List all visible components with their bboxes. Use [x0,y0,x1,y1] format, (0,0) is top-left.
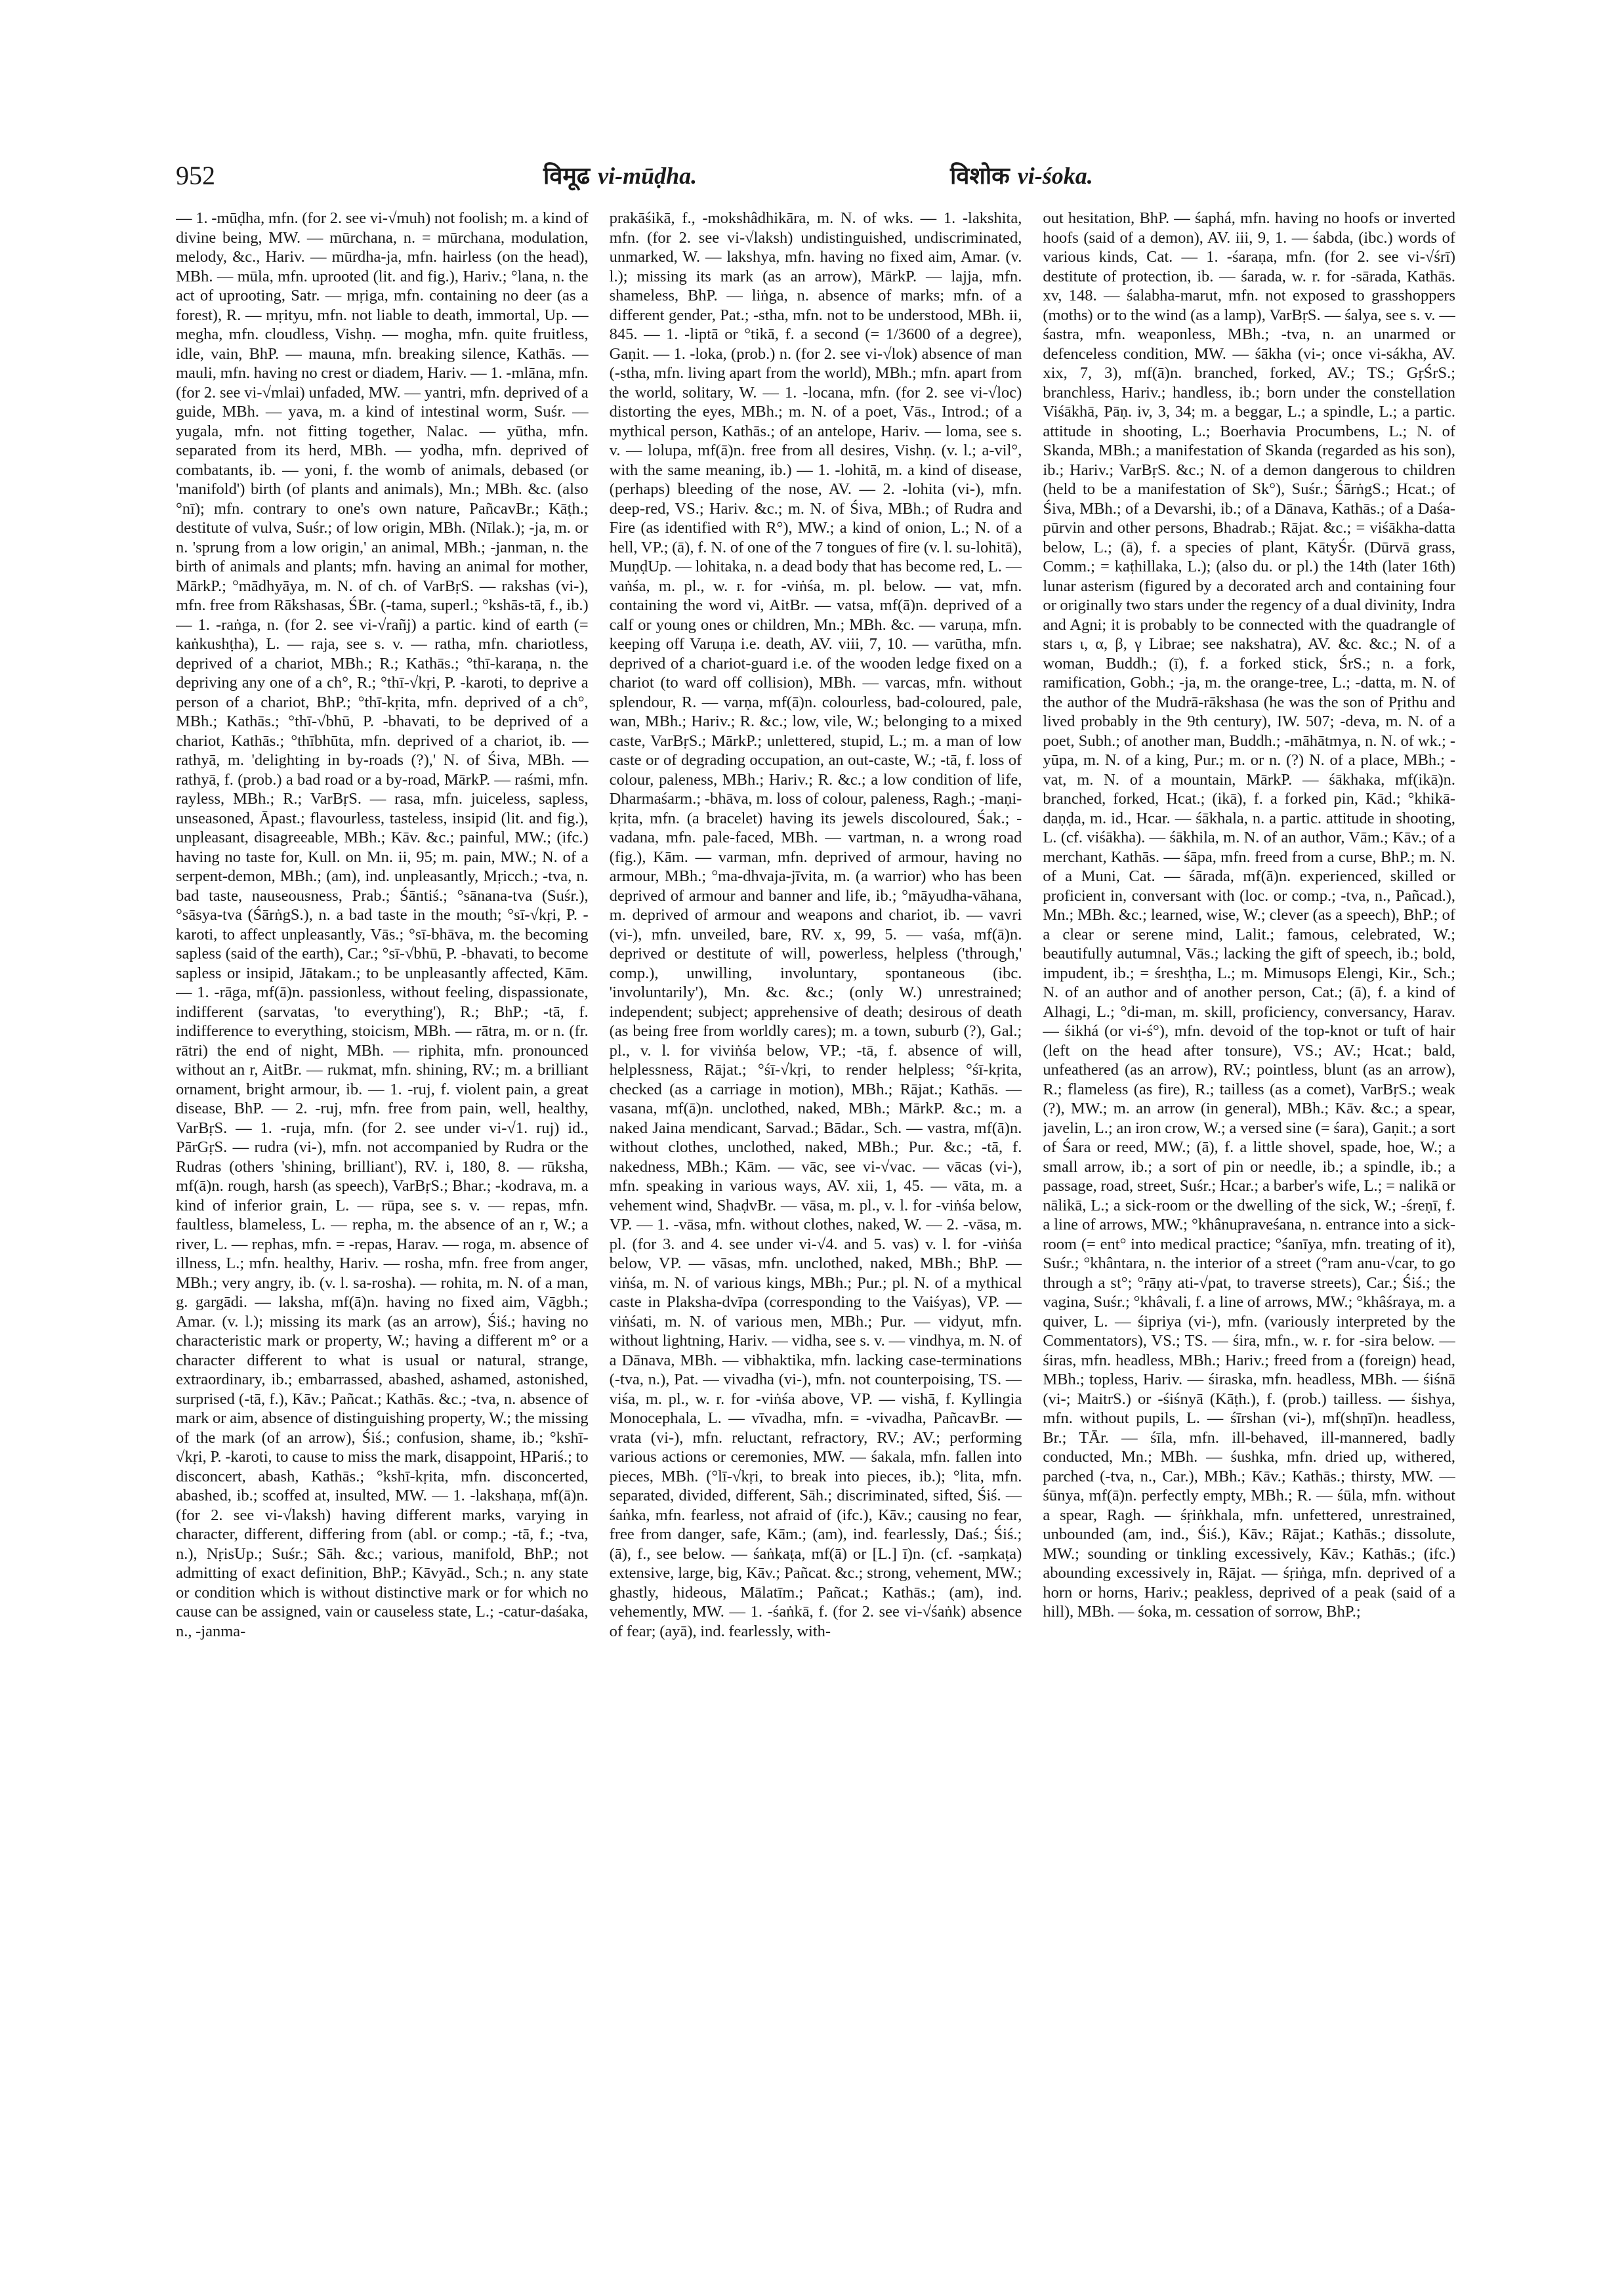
text-columns [176,209,1455,2243]
running-head-left [543,156,697,196]
column-middle-text: prakāśikā, f., -mokshâdhikāra, m. N. of wks. — 1. -lakshita, mfn. (for 2. see vi-√laksh) undistinguished, undiscriminated, unmarked, W. — lakshya, mfn. having no fixed aim, Amar. (v. l.); missing its mark (as an arrow), MārkP. — lajja, mfn. shameless, BhP. — liṅga, n. absence of marks; mfn. of a different gender, Pat.; -stha, mfn. not to be understood, MBh. ii, 845. — 1. -liptā or °tikā, f. a second (= 1/3600 of a degree), Gaṇit. — 1. -loka, (prob.) n. (for 2. see vi-√lok) absence of man (-stha, mfn. living apart from the world), MBh.; mfn. apart from the world, solitary, W. — 1. -locana, mfn. (for 2. see vi-√loc) distorting the eyes, MBh.; m. N. of a poet, Vās., Introd.; of a mythical person, Kathās.; of an antelope, Hariv. — loma, see s. v. — lolupa, mf(ā)n. free from all desires, Vishṇ. (v. l.; a-vil°, with the same meaning, ib.) — 1. -lohitā, m. a kind of disease, (perhaps) bleeding of the nose, AV. — 2. -lohita (vi-), mfn. deep-red, VS.; Hariv. &c.; m. N. of Śiva, MBh.; of Rudra and Fire (as identified with R°), MW.; a kind of onion, L.; N. of a hell, VP.; (ā), f. N. of one of the 7 tongues of fire (v. l. su-lohitā), MuṇḍUp. — lohitaka, n. a dead body that has become red, L. — vaṅśa, m. pl., w. r. for -viṅśa, m. pl. below. — vat, mfn. containing the word vi, AitBr. — vatsa, mf(ā)n. deprived of a calf or young ones or children, Mn.; MBh. &c. — varuṇa, mfn. keeping off Varuṇa i.e. death, AV. viii, 7, 10. — varūtha, mfn. deprived of a chariot-guard i.e. of the wooden ledge fixed on a chariot (to ward off collision), MBh. — varcas, mfn. without splendour, R. — varṇa, mf(ā)n. colourless, bad-coloured, pale, wan, MBh.; Hariv.; R. &c.; low, vile, W.; belonging to a mixed caste, VarBṛS.; MārkP.; unlettered, stupid, L.; m. a man of low caste or of degrading occupation, an out-caste, W.; -tā, f. loss of colour, paleness, MBh.; Hariv.; R. &c.; a low condition of life, Dharmaśarm.; -bhāva, m. loss of colour, paleness, Ragh.; -maṇi-kṛita, mfn. (a bracelet) having its jewels discoloured, Śak.; -vadana, mfn. pale-faced, MBh. — vartman, n. a wrong road (fig.), Kām. — varman, mfn. deprived of armour, having no armour, MBh.; °ma-dhvaja-jīvita, m. (a warrior) who has been deprived of armour and banner and life, ib.; °māyudha-vāhana, m. deprived of armour and weapons and chariot, ib. — vavri (vi-), mfn. unveiled, bare, RV. x, 99, 5. — vaśa, mf(ā)n. deprived or destitute of will, powerless, helpless ('through,' comp.), unwilling, involuntary, spontaneous (ibc. 'involuntarily'), Mn. &c. &c.; (only W.) unrestrained; independent; subject; apprehensive of death; desirous of death (as being free from worldly cares); m. a town, suburb (?), Gal.; pl., v. l. for viviṅśa below, VP.; -tā, f. absence of will, helplessness, Rājat.; °śī-√kṛi, to render helpless; °śī-kṛita, checked (as a carriage in motion), MBh.; Rājat.; Kathās. — vasana, mf(ā)n. unclothed, naked, MBh.; MārkP. &c.; m. a naked Jaina mendicant, Sarvad.; Bādar., Sch. — vastra, mf(ā)n. without clothes, unclothed, naked, MBh.; Pur. &c.; -tā, f. nakedness, MBh.; Kām. — vāc, see vi-√vac. — vācas (vi-), mfn. speaking in various ways, AV. xii, 1, 45. — vāta, m. a vehement wind, ShaḍvBr. — vāsa, m. pl., v. l. for -viṅśa below, VP. — 1. -vāsa, mfn. without clothes, naked, W. — 2. -vāsa, m. pl. (for 3. and 4. see under vi-√4. and 5. vas) v. l. for -viṅśa below, VP. — vāsas, mfn. unclothed, naked, MBh.; BhP. — viṅśa, m. N. of various kings, MBh.; Pur.; pl. N. of a mythical caste in Plaksha-dvīpa (corresponding to the Vaiśyas), VP. — viṅśati, m. N. of various men, MBh.; Pur. — vidyut, mfn. without lightning, Hariv. — vidha, see s. v. — vindhya, m. N. of a Dānava, MBh. — vibhaktika, mfn. lacking case-terminations (-tva, n.), Pat. — vivadha (vi-), mfn. not counterpoising, TS. — viśa, m. pl., w. r. for -viṅśa above, VP. — vishā, f. Kyllingia Monocephala, L. — vīvadha, mfn. = -vivadha, PañcavBr. — vrata (vi-), mfn. reluctant, refractory, RV.; AV.; performing various actions or ceremonies, MW. — śakala, mfn. fallen into pieces, MBh. (°lī-√kṛi, to break into pieces, ib.); °lita, mfn. separated, divided, different, Sāh.; discriminated, sifted, Śiś. — śaṅka, mfn. fearless, not afraid of (ifc.), Kāv.; causing no fear, free from danger, safe, Kām.; (am), ind. fearlessly, Daś.; Śiś.; (ā), f., see below. — śaṅkaṭa, mf(ā) or [L.] ī)n. (cf. -saṃkaṭa) extensive, large, big, Kāv.; Pañcat. &c.; strong, vehement, MW.; ghastly, hideous, Mālatīm.; Pañcat.; Kathās.; (am), ind. vehemently, MW. — 1. -śaṅkā, f. (for 2. see vi-√śaṅk) absence of fear; (ayā), ind. fearlessly, with- [609,209,1022,1640]
running-head-right-translit: vi-śoka. [1017,163,1093,189]
column-left [176,209,589,2229]
running-head-right [950,156,1093,196]
column-right [1043,209,1455,2229]
page-header [176,156,1449,196]
column-right-text: out hesitation, BhP. — śaphá, mfn. having no hoofs or inverted hoofs (said of a demon), AV. iii, 9, 1. — śabda, (ibc.) words of various kinds, Cat. — 1. -śaraṇa, mfn. (for 2. see vi-√śrī) destitute of protection, ib. — śarada, w. r. for -sārada, Kathās. xv, 148. — śalabha-marut, mfn. not exposed to grasshoppers (moths) or to the wind (as a lamp), VarBṛS. — śalya, see s. v. — śastra, mfn. weaponless, MBh.; -tva, n. an unarmed or defenceless condition, MW. — śākha (vi-; once vi-sákha, AV. xix, 7, 3), mf(ā)n. branched, forked, AV.; TS.; GṛŚrS.; branchless, Hariv.; handless, ib.; born under the constellation Viśākhā, Pāṇ. iv, 3, 34; m. a beggar, L.; a spindle, L.; a partic. attitude in shooting, L.; Boerhavia Procumbens, L.; N. of Skanda, MBh.; a manifestation of Skanda (regarded as his son), ib.; Hariv.; VarBṛS. &c.; N. of a demon dangerous to children (held to be a manifestation of Sk°), Suśr.; ŚārṅgS.; Hcat.; of Śiva, MBh.; of a Devarshi, ib.; of a Dānava, Kathās.; of a Daśa-pūrvin and other persons, Bhadrab.; Rājat. &c.; = viśākha-datta below, L.; (ā), f. a species of plant, KātyŚr. (Dūrvā grass, Comm.; = kaṭhillaka, L.); (also du. or pl.) the 14th (later 16th) lunar asterism (figured by a decorated arch and containing four or originally two stars under the regency of a dual divinity, Indra and Agni; it is probably to be connected with the quadrangle of stars ι, α, β, γ Librae; see nakshatra), AV. &c. &c.; N. of a woman, Buddh.; (ī), f. a forked stick, ŚrS.; n. a fork, ramification, Gobh.; -ja, m. the orange-tree, L.; -datta, m. N. of the author of the Mudrā-rākshasa (he was the son of Pṛithu and lived probably in the 9th century), IW. 507; -deva, m. N. of a poet, Subh.; of another man, Buddh.; -māhātmya, n. N. of wk.; -yūpa, m. N. of a king, Pur.; m. or n. (?) N. of a place, MBh.; -vat, m. N. of a mountain, MārkP. — śākhaka, mf(ikā)n. branched, forked, Hcat.; (ikā), f. a forked pin, Kād.; °khikā-daṇḍa, m. id., Hcar. — śākhala, n. a partic. attitude in shooting, L. (cf. viśākha). — śākhila, m. N. of an author, Vām.; Kāv.; of a merchant, Kathās. — śāpa, mfn. freed from a curse, BhP.; m. N. of a Muni, Cat. — śārada, mf(ā)n. experienced, skilled or proficient in, conversant with (loc. or comp.; -tva, n., Pañcad.), Mn.; MBh. &c.; learned, wise, W.; clever (as a speech), BhP.; of a clear or serene mind, Lalit.; famous, celebrated, W.; beautifully autumnal, Vās.; lacking the gift of speech, ib.; bold, impudent, ib.; = śreshṭha, L.; m. Mimusops Elengi, Kir., Sch.; N. of an author and of another person, Cat.; (ā), f. a kind of Alhagi, L.; °di-man, m. skill, proficiency, conversancy, Harav. — śikhá (or vi-ś°), mfn. devoid of the top-knot or tuft of hair (left on the head after tonsure), VS.; AV.; Hcat.; bald, unfeathered (as an arrow), RV.; pointless, blunt (as an arrow), R.; flameless (as fire), R.; tailless (as a comet), VarBṛS.; weak (?), MW.; m. an arrow (in general), MBh.; Kāv. &c.; a spear, javelin, L.; an iron crow, W.; a versed sine (= śara), Gaṇit.; a sort of Śara or reed, MW.; (ā), f. a little shovel, spade, hoe, W.; a small arrow, ib.; a sort of pin or needle, ib.; a spindle, ib.; a passage, road, street, Suśr.; Hcar.; a barber's wife, L.; = nalikā or nālikā, L.; a sick-room or the dwelling of the sick, W.; -śreṇī, f. a line of arrows, MW.; °khânupraveśana, n. entrance into a sick-room (= ent° into medical practice; °śanīya, mfn. treating of it), Suśr.; °khântara, n. the interior of a street (°ram anu-√car, to go through a st°; °rāṇy ati-√pat, to traverse streets), Car.; Śiś.; the vagina, Suśr.; °khâvali, f. a line of arrows, MW.; °khâśraya, m. a quiver, L. — śipriya (vi-), mfn. (variously interpreted by the Commentators), VS.; TS. — śira, mfn., w. r. for -sira below. — śiras, mfn. headless, MBh.; Hariv.; freed from a (foreign) head, MBh.; topless, Hariv. — śiraska, mfn. headless, MBh. — śiśnā (vi-; MaitrS.) or -śiśnyā (Kāṭh.), f. (prob.) tailless. — śishya, mfn. without pupils, L. — śīrshan (vi-), mf(shṇī)n. headless, Br.; TĀr. — śīla, mfn. ill-behaved, ill-mannered, badly conducted, Mn.; MBh. — śushka, mfn. dried up, withered, parched (-tva, n., Car.), MBh.; Kāv.; Kathās.; thirsty, MW. — śūnya, mf(ā)n. perfectly empty, MBh.; R. — śūla, mfn. without a spear, Ragh. — śṛiṅkhala, mfn. unfettered, unrestrained, unbounded (am, ind., Śiś.), Kāv.; Rājat.; Kathās.; dissolute, MW.; sounding or tinkling excessively, Kāv.; Kathās.; (ifc.) abounding excessively in, Rājat. — śṛiṅga, mfn. deprived of a horn or horns, Hariv.; peakless, deprived of a peak (said of a hill), MBh. — śoka, m. cessation of sorrow, BhP.; [1043,209,1456,1621]
running-head-left-translit: vi-mūḍha. [598,163,697,189]
page-number: 952 [176,161,215,190]
running-head-right-devanagari: विशोक [950,163,1010,189]
column-middle [610,209,1022,2229]
column-left-text: — 1. -mūḍha, mfn. (for 2. see vi-√muh) not foolish; m. a kind of divine being, MW. — mūrchana, n. = mūrchana, modulation, melody, &c., Hariv. — mūrdha-ja, mfn. hairless (on the head), MBh. — mūla, mfn. uprooted (lit. and fig.), Hariv.; °lana, n. the act of uprooting, Satr. — mṛiga, mfn. containing no deer (as a forest), R. — mṛityu, mfn. not liable to death, immortal, Up. — megha, mfn. cloudless, Vishṇ. — mogha, mfn. quite fruitless, idle, vain, BhP. — mauna, mfn. breaking silence, Kathās. — mauli, mfn. having no crest or diadem, Hariv. — 1. -mlāna, mfn. (for 2. see vi-√mlai) unfaded, MW. — yantri, mfn. deprived of a guide, MBh. — yava, m. a kind of intestinal worm, Suśr. — yugala, mfn. not fitting together, Nalac. — yūtha, mfn. separated from its herd, MBh. — yodha, mfn. deprived of combatants, ib. — yoni, f. the womb of animals, debased (or 'manifold') birth (of plants and animals), Mn.; MBh. &c. (also °nī); mfn. contrary to one's own nature, PañcavBr.; Kāṭh.; destitute of vulva, Suśr.; of low origin, MBh. (Nīlak.); -ja, m. or n. 'sprung from a low origin,' an animal, MBh.; -janman, n. the birth of animals and plants; mfn. having an animal for mother, MārkP.; °mādhyāya, m. N. of ch. of VarBṛS. — rakshas (vi-), mfn. free from Rākshasas, ŚBr. (-tama, superl.; °kshās-tā, f., ib.) — 1. -raṅga, n. (for 2. see vi-√rañj) a partic. kind of earth (= kaṅkushṭha), L. — raja, see s. v. — ratha, mfn. chariotless, deprived of a chariot, MBh.; R.; Kathās.; °thī-karaṇa, n. the depriving any one of a ch°, R.; °thī-√kṛi, P. -karoti, to deprive a person of a chariot, BhP.; °thī-kṛita, mfn. deprived of a ch°, MBh.; Kathās.; °thī-√bhū, P. -bhavati, to be deprived of a chariot, Kathās.; °thībhūta, mfn. deprived of a chariot, ib. — rathyā, m. 'delighting in by-roads (?),' N. of Śiva, MBh. — rathyā, f. (prob.) a bad road or a by-road, MārkP. — raśmi, mfn. rayless, MBh.; R.; VarBṛS. — rasa, mfn. juiceless, sapless, unseasoned, Āpast.; flavourless, tasteless, insipid (lit. and fig.), unpleasant, disagreeable, MBh.; Kāv. &c.; painful, MW.; (ifc.) having no taste for, Kull. on Mn. ii, 95; m. pain, MW.; N. of a serpent-demon, MBh.; (am), ind. unpleasantly, Mṛicch.; -tva, n. bad taste, nauseousness, Prab.; Śāntiś.; °sānana-tva (Suśr.), °sāsya-tva (ŚārṅgS.), n. a bad taste in the mouth; °sī-√kṛi, P. -karoti, to affect unpleasantly, Vās.; °sī-bhāva, m. the becoming sapless (said of the earth), Car.; °sī-√bhū, P. -bhavati, to become sapless or insipid, Jātakam.; to be unpleasantly affected, Kām. — 1. -rāga, mf(ā)n. passionless, without feeling, dispassionate, indifferent (sarvatas, 'to everything'), R.; BhP.; -tā, f. indifference to everything, stoicism, MBh. — rātra, m. or n. (fr. rātri) the end of night, MBh. — riphita, mfn. pronounced without an r, AitBr. — rukmat, mfn. shining, RV.; m. a brilliant ornament, bright armour, ib. — 1. -ruj, f. violent pain, a great disease, BhP. — 2. -ruj, mfn. free from pain, well, healthy, VarBṛS. — 1. -ruja, mfn. (for 2. see under vi-√1. ruj) id., PārGṛS. — rudra (vi-), mfn. not accompanied by Rudra or the Rudras (others 'shining, brilliant'), RV. i, 180, 8. — rūksha, mf(ā)n. rough, harsh (as speech), VarBṛS.; Bhar.; -kodrava, m. a kind of inferior grain, L. — rūpa, see s. v. — repas, mfn. faultless, blameless, L. — repha, m. the absence of an r, W.; a river, L. — rephas, mfn. = -repas, Harav. — roga, m. absence of illness, L.; mfn. healthy, Hariv. — rosha, mfn. free from anger, MBh.; very angry, ib. (v. l. sa-rosha). — rohita, m. N. of a man, g. gargādi. — laksha, mf(ā)n. having no fixed aim, Vāgbh.; Amar. (v. l.); missing its mark (as an arrow), Śiś.; having no characteristic mark or property, W.; having a different m° or a character different to what is usual or natural, strange, extraordinary, ib.; embarrassed, abashed, ashamed, astonished, surprised (-tā, f.), Kāv.; Pañcat.; Kathās. &c.; -tva, n. absence of mark or aim, absence of distinguishing property, W.; the missing of the mark (of an arrow), Śiś.; confusion, shame, ib.; °kshī-√kṛi, P. -karoti, to cause to miss the mark, disappoint, HPariś.; to disconcert, abash, Kathās.; °kshī-kṛita, mfn. disconcerted, abashed, ib.; scoffed at, insulted, MW. — 1. -lakshaṇa, mf(ā)n. (for 2. see vi-√laksh) having different marks, varying in character, different, differing from (abl. or comp.; -tā, f.; -tva, n.), NṛisUp.; Suśr.; Sāh. &c.; various, manifold, BhP.; not admitting of exact definition, BhP.; Kāvyād., Sch.; n. any state or condition which is without distinctive mark or for which no cause can be assigned, vain or causeless state, L.; -catur-daśaka, n., -janma- [176,209,589,1640]
running-head-left-devanagari: विमूढ [543,163,591,189]
